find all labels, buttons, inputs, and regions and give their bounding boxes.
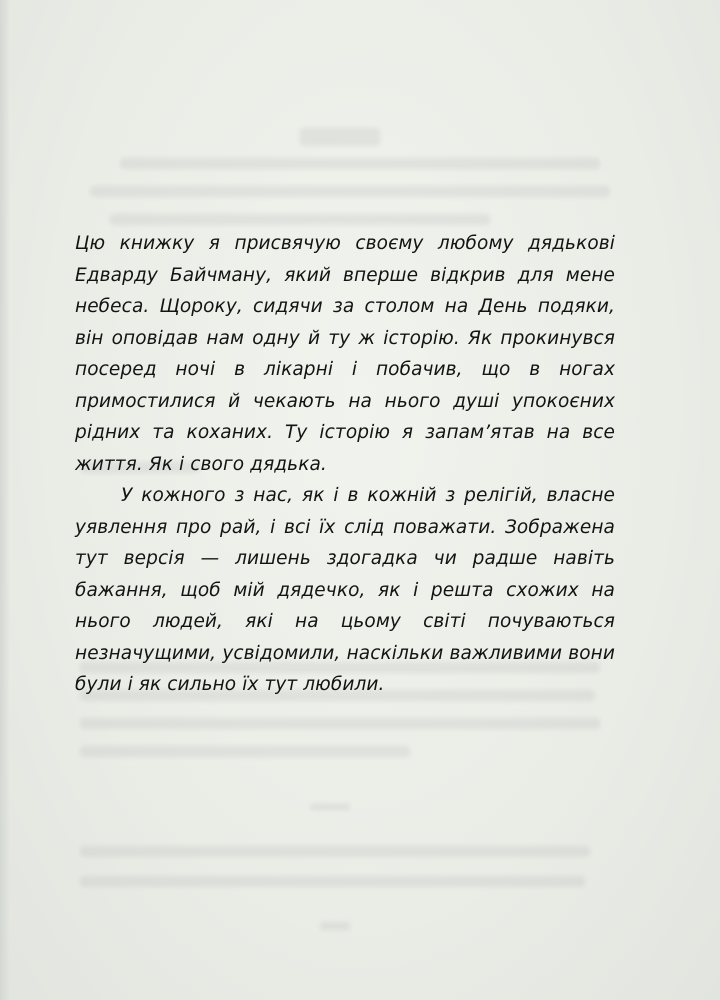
dedication-paragraph-1: Цю книжку я присвячую своєму любому дядькові Едварду Байчману, який вперше відкрив для мене небеса. Щороку, сидячи за столом на День подяки, він оповідав нам одну й ту ж історію. Як прокинувся посеред ночі в лікарні і побачив, що в ногах примостилися й чекають на нього душі упокоєних рідних та коханих. Ту історію я запам’ятав на все життя. Як і свого дядька. xyxy=(75,233,615,475)
dedication-paragraph-2: У кожного з нас, як і в кожній з релігій, власне уявлення про рай, і всі їх слід поважати. Зображена тут версія — лишень здогадка чи радше навіть бажання, щоб мій дядечко, як і решта схожих на нього людей, які на цьому світі почуваються незначущими, усвідомили, наскільки важливими вони були і як сильно їх тут любили. xyxy=(75,485,615,695)
dedication-text xyxy=(75,228,615,701)
